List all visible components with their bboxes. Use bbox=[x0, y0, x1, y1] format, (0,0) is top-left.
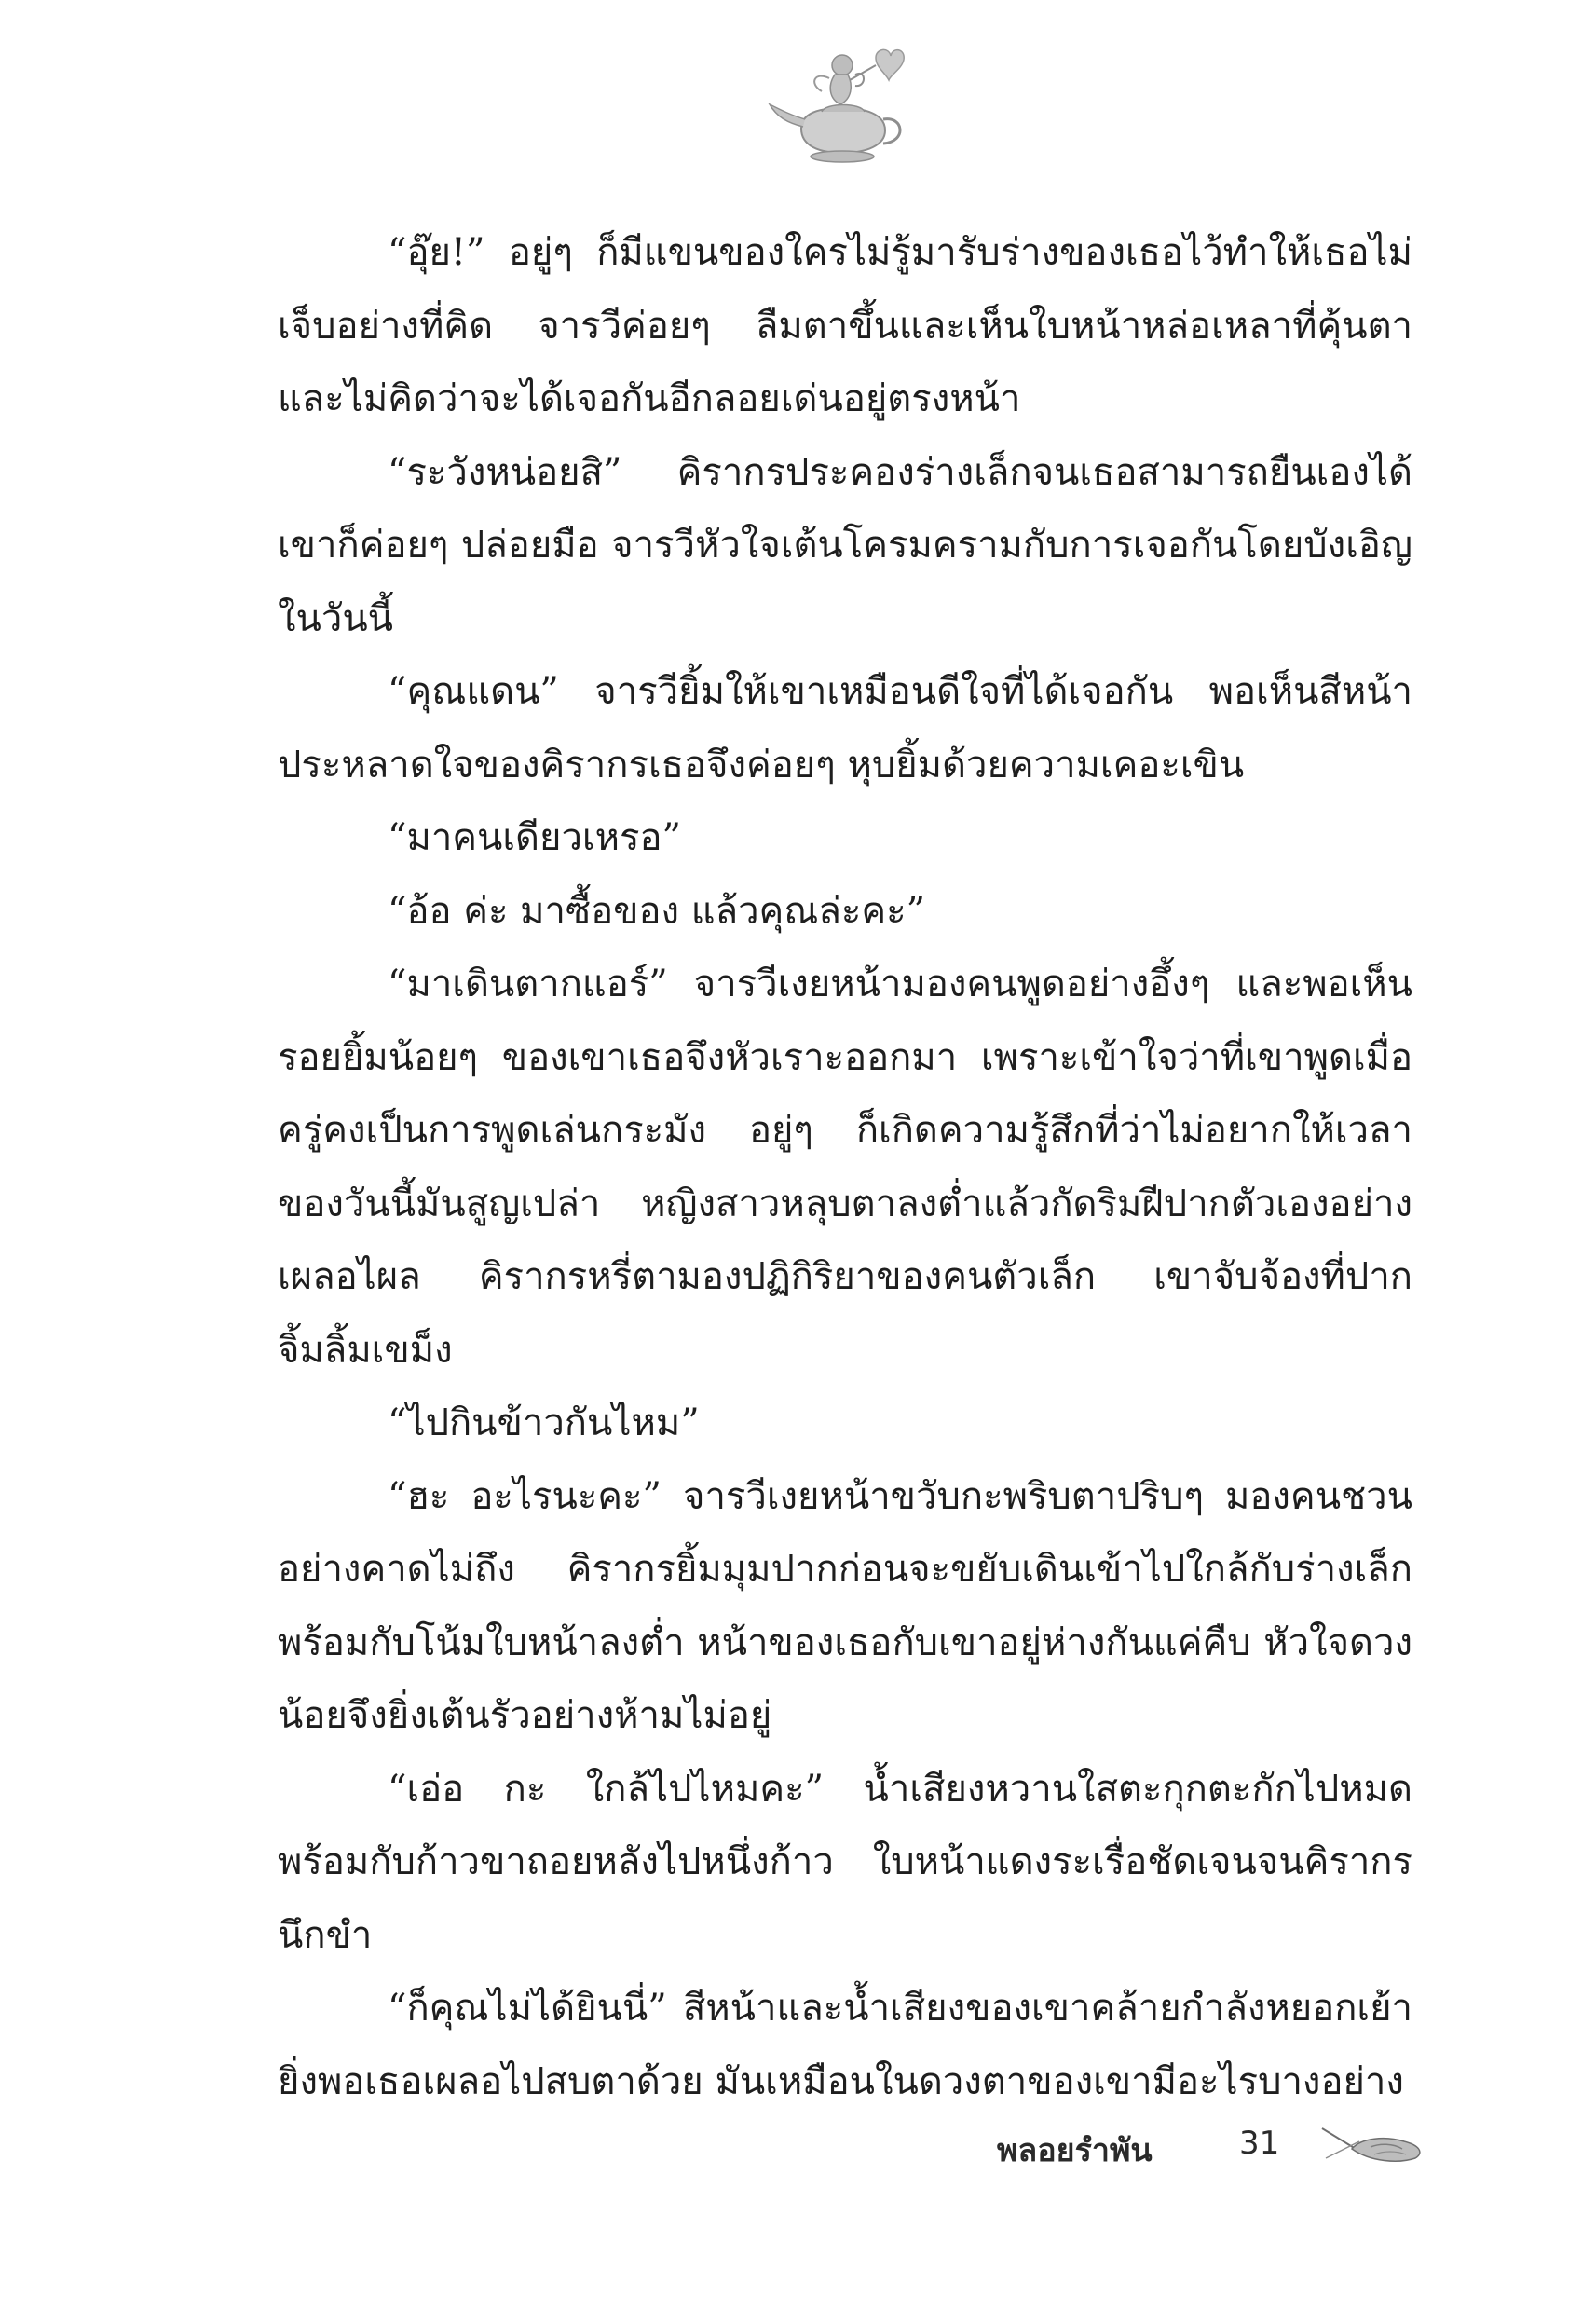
paragraph: “อ้อ ค่ะ มาซื้อของ แล้วคุณล่ะคะ” bbox=[388, 889, 926, 933]
paragraph: “ก็คุณไม่ได้ยินนี่” สีหน้าและน้ำเสียงของเขาคล้ายกำลังหยอกเย้ายิ่งพอเธอเผลอไปสบตาด้วย มันเหมือนในดวงตาของเขามีอะไรบางอย่าง bbox=[278, 1987, 1412, 2103]
paragraph: “มาคนเดียวเหรอ” bbox=[388, 816, 681, 859]
paragraph: “ระวังหน่อยสิ” คิรากรประคองร่างเล็กจนเธอสามารถยืนเองได้ เขาก็ค่อยๆ ปล่อยมือ จารวีหัวใจเต้นโครมครามกับการเจอกันโดยบังเอิญในวันนี้ bbox=[278, 450, 1412, 640]
paragraph: “ไปกินข้าวกันไหม” bbox=[388, 1402, 700, 1444]
paragraph: “อุ๊ย!” อยู่ๆ ก็มีแขนของใครไม่รู้มารับร่างของเธอไว้ทำให้เธอไม่เจ็บอย่างที่คิด จารวีค่อยๆ ลืมตาขึ้นและเห็นใบหน้าหล่อเหลาที่คุ้นตาและไม่คิดว่าจะได้เจอกันอีกลอยเด่นอยู่ตรงหน้า bbox=[278, 231, 1412, 420]
story-text bbox=[278, 216, 1412, 2118]
page-number: 31 bbox=[1239, 2125, 1280, 2162]
paragraph: “เอ่อ กะ ใกล้ไปไหมคะ” น้ำเสียงหวานใสตะกุกตะกักไปหมดพร้อมกับก้าวขาถอยหลังไปหนึ่งก้าว ใบหน้าแดงระเรื่อชัดเจนจนคิรากรนึกขำ bbox=[278, 1767, 1412, 1957]
paragraph: “มาเดินตากแอร์” จารวีเงยหน้ามองคนพูดอย่างอึ้งๆ และพอเห็นรอยยิ้มน้อยๆ ของเขาเธอจึงหัวเราะออกมา เพราะเข้าใจว่าที่เขาพูดเมื่อครู่คงเป็นการพูดเล่นกระมัง อยู่ๆ ก็เกิดความรู้สึกที่ว่าไม่อยากให้เวลาของวันนี้มันสูญเปล่า หญิงสาวหลุบตาลงต่ำแล้วกัดริมฝีปากตัวเองอย่างเผลอไผล คิรากรหรี่ตามองปฏิกิริยาของคนตัวเล็ก เขาจับจ้องที่ปากจิ้มลิ้มเขม็ง bbox=[278, 963, 1412, 1372]
cupid-teapot-icon bbox=[757, 37, 924, 177]
paragraph: “คุณแดน” จารวียิ้มให้เขาเหมือนดีใจที่ได้เจอกัน พอเห็นสีหน้าประหลาดใจของคิรากรเธอจึงค่อยๆ หุบยิ้มด้วยความเคอะเขิน bbox=[278, 670, 1412, 786]
book-title: พลอยรำพัน bbox=[997, 2132, 1153, 2169]
quill-ornament-icon bbox=[1318, 2121, 1430, 2167]
page-footer bbox=[969, 2125, 1435, 2181]
paragraph: “ฮะ อะไรนะคะ” จารวีเงยหน้าขวับกะพริบตาปริบๆ มองคนชวนอย่างคาดไม่ถึง คิรากรยิ้มมุมปากก่อนจะขยับเดินเข้าไปใกล้กับร่างเล็กพร้อมกับโน้มใบหน้าลงต่ำ หน้าของเธอกับเขาอยู่ห่างกันแค่คืบ หัวใจดวงน้อยจึงยิ่งเต้นรัวอย่างห้ามไม่อยู่ bbox=[278, 1474, 1412, 1737]
